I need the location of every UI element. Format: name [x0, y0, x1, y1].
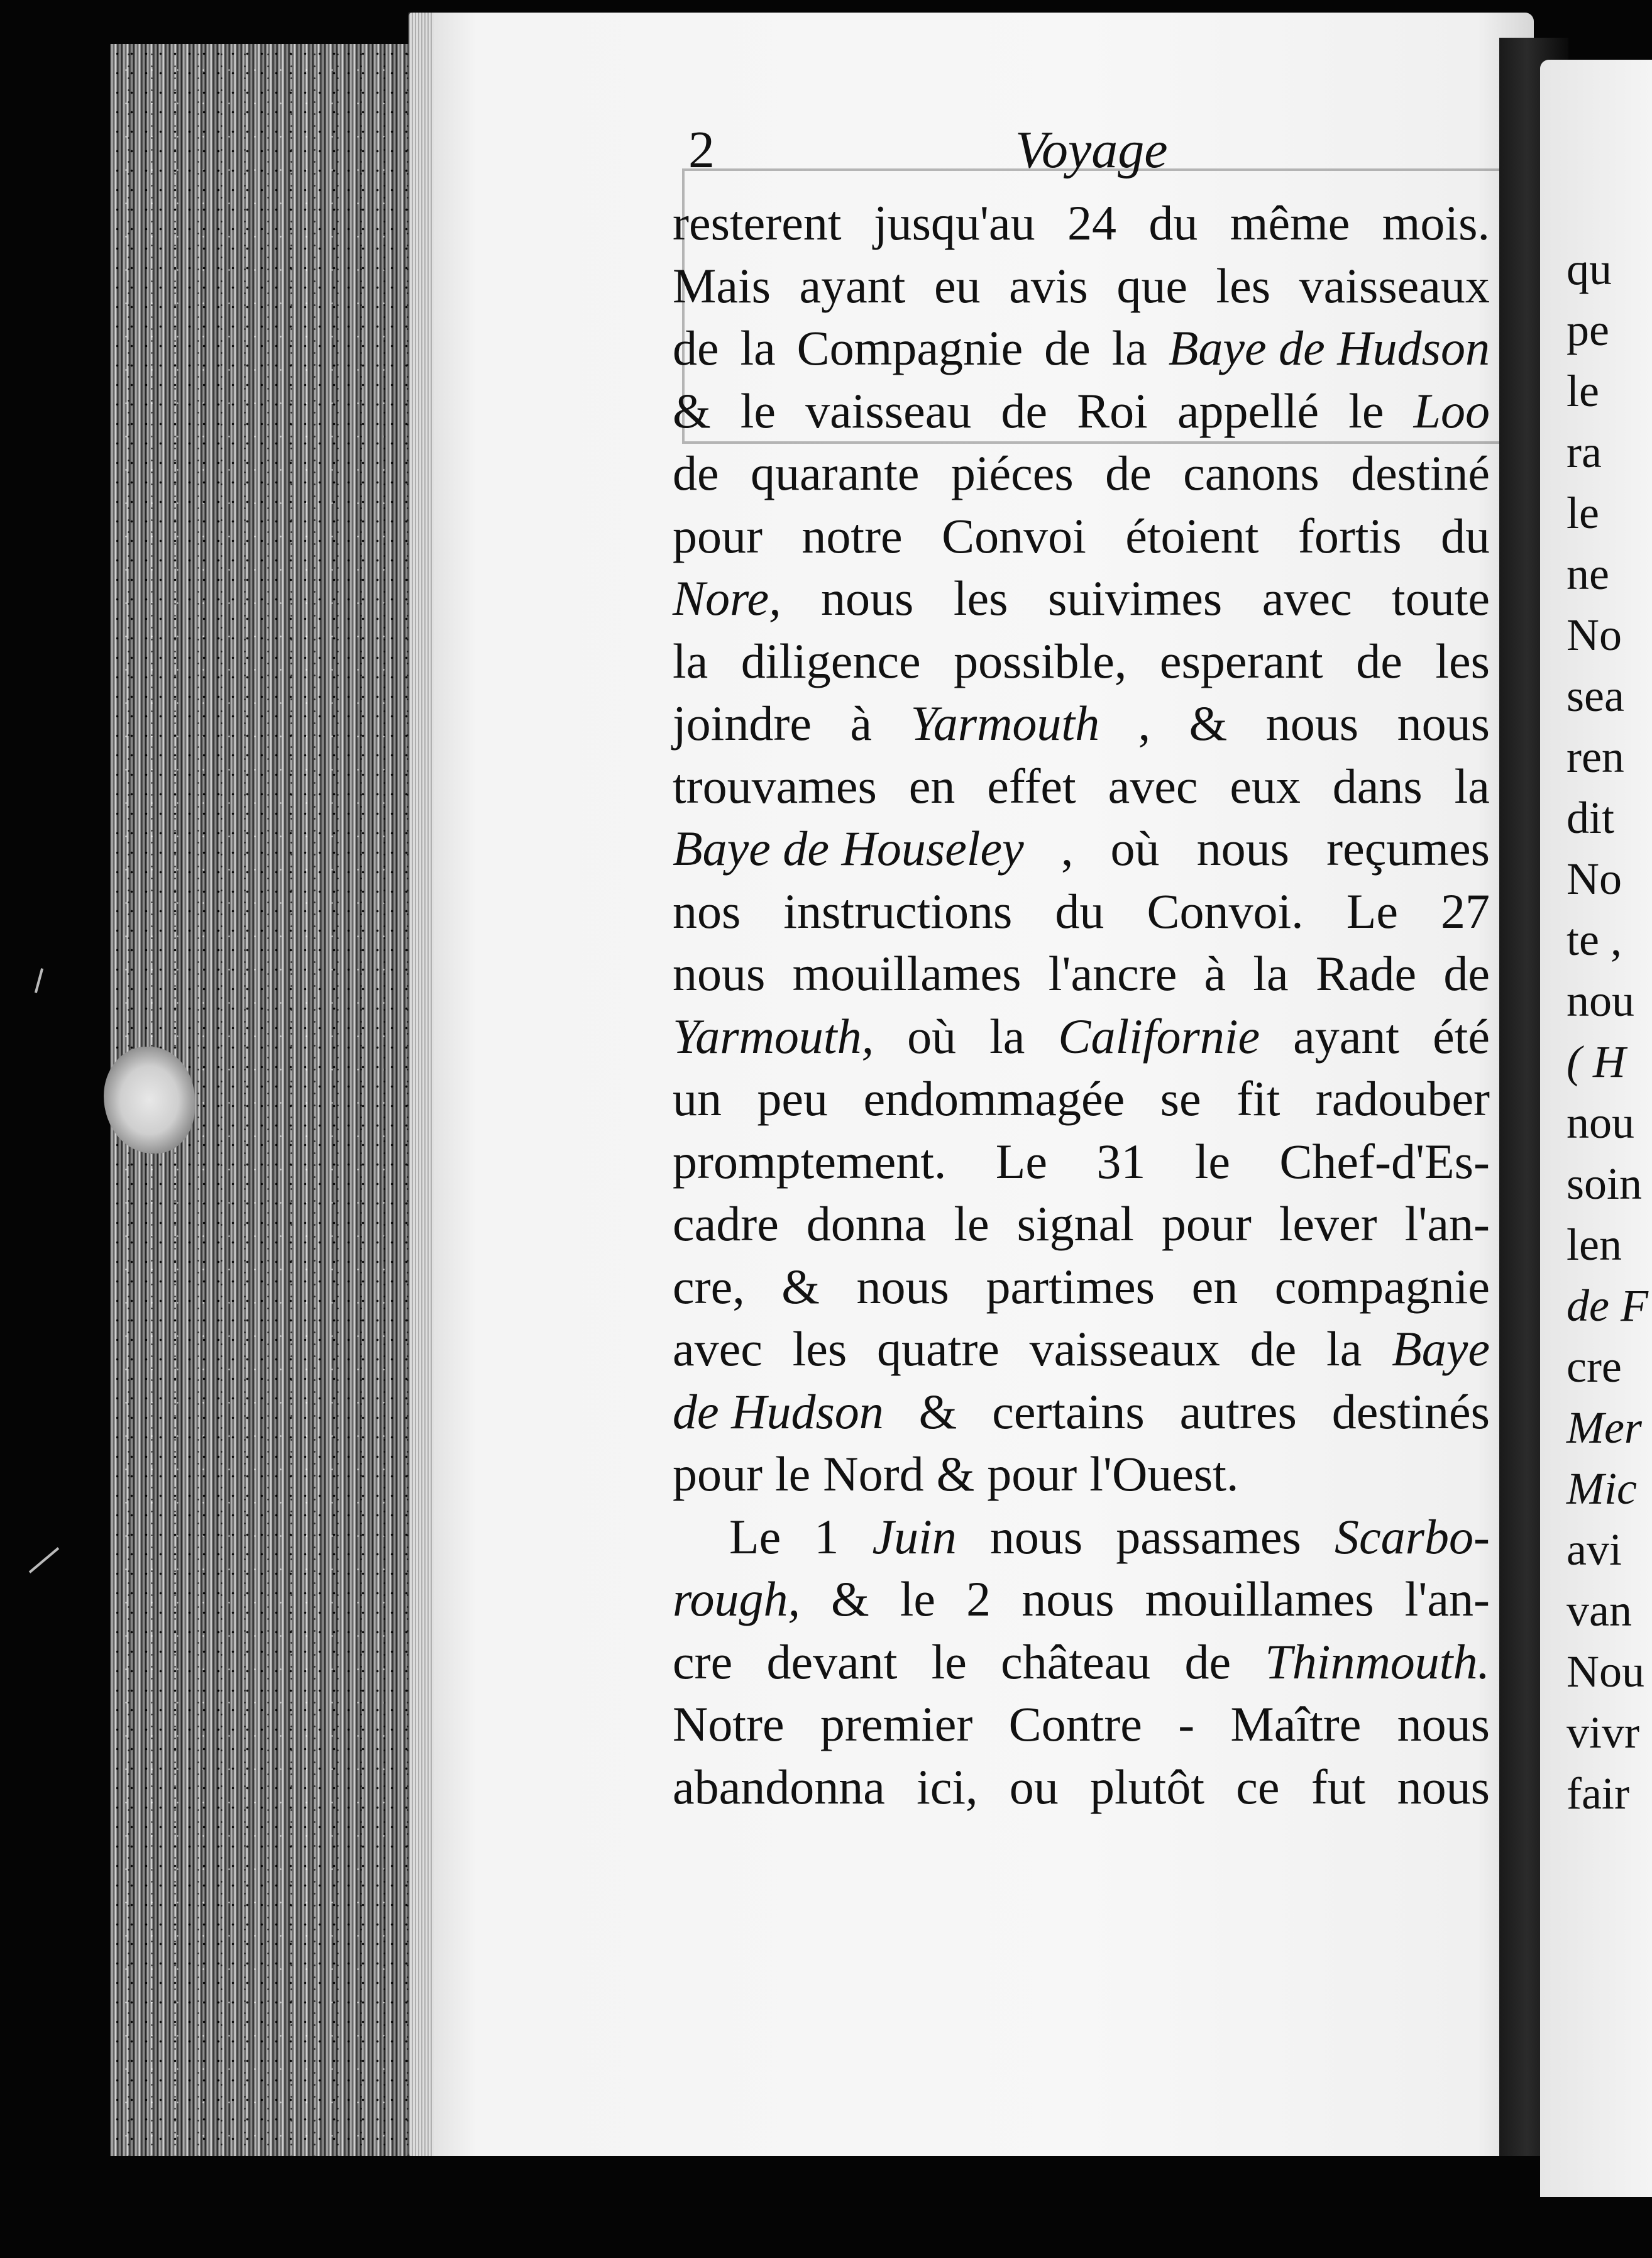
word: nous: [1021, 1572, 1115, 1626]
text-line: [673, 1506, 1490, 1568]
word: possible,: [954, 633, 1127, 688]
word: avec: [673, 1321, 763, 1376]
word: les: [1435, 633, 1490, 688]
word: nous: [1196, 821, 1289, 876]
word: de: [1443, 946, 1490, 1001]
word: instructions: [783, 883, 1013, 939]
right-page-fragment: van: [1567, 1585, 1632, 1636]
right-page-fragment: vivr: [1567, 1707, 1639, 1758]
word: se: [1160, 1071, 1201, 1126]
word: devant: [766, 1634, 898, 1689]
word: trouvames: [673, 758, 877, 813]
running-head: [682, 119, 1185, 189]
word: radouber: [1315, 1071, 1490, 1126]
word: du: [1148, 196, 1198, 250]
word: l'an-: [1404, 1572, 1490, 1626]
word: à: [850, 696, 873, 751]
word: ayant: [799, 258, 906, 313]
body-text: [673, 192, 1490, 1818]
word: avec: [1108, 758, 1198, 813]
text-line: [673, 630, 1490, 693]
text-line: [673, 317, 1490, 380]
right-page-fragment: Mer: [1567, 1402, 1642, 1453]
word: de: [1001, 383, 1048, 438]
running-title: Voyage: [1015, 121, 1168, 179]
right-page-fragment: No: [1567, 610, 1622, 660]
word: suivimes: [1047, 571, 1223, 625]
word: Le: [729, 1509, 781, 1564]
right-page-fragment: ra: [1567, 427, 1602, 477]
word: fit: [1236, 1071, 1280, 1126]
word: Nore,: [673, 571, 781, 625]
word: été: [1433, 1008, 1490, 1064]
word: compagnie: [1274, 1258, 1490, 1314]
text-line: [673, 1380, 1490, 1443]
right-page-fragment: ren: [1567, 732, 1624, 782]
word: que: [1116, 258, 1187, 313]
word: nous: [1397, 696, 1490, 751]
word: Compagnie: [796, 321, 1023, 375]
word: avec: [1262, 571, 1352, 625]
word: ayant: [1293, 1008, 1400, 1064]
word: nous: [673, 946, 766, 1001]
word: Baye de Houseley: [673, 821, 1024, 876]
word: Scarbo-: [1335, 1509, 1490, 1564]
word: les: [792, 1321, 847, 1376]
scratch-mark: [29, 1547, 60, 1573]
text-line: [673, 1255, 1490, 1318]
word: 2: [966, 1572, 991, 1626]
right-page-fragment: qu: [1567, 244, 1612, 294]
word: 1: [814, 1509, 839, 1564]
word: 31: [1096, 1133, 1146, 1189]
word: de: [1105, 446, 1152, 500]
right-page-fragment: nou: [1567, 976, 1634, 1026]
word: plutôt: [1090, 1759, 1205, 1814]
word: eux: [1230, 758, 1301, 813]
word: esperant: [1159, 633, 1323, 688]
word: quatre: [877, 1321, 999, 1376]
word: de: [1044, 321, 1091, 375]
word: certains: [992, 1384, 1145, 1439]
word: la: [740, 321, 776, 375]
word: Baye: [1392, 1321, 1490, 1376]
right-page-fragment: nou: [1567, 1098, 1634, 1148]
word: &: [781, 1258, 820, 1314]
word: Contre: [1008, 1697, 1142, 1751]
word: du: [1440, 508, 1490, 563]
word: passames: [1116, 1509, 1301, 1564]
word: cadre: [673, 1196, 779, 1251]
word: Roi: [1077, 383, 1148, 438]
word: destinés: [1331, 1384, 1490, 1439]
text-line: [673, 755, 1490, 818]
word: nous: [1397, 1759, 1490, 1814]
word: &: [918, 1384, 957, 1439]
text-line: [673, 1631, 1490, 1694]
right-page-fragment: Mic: [1567, 1463, 1637, 1514]
word: &: [1189, 696, 1228, 751]
text-line: [673, 255, 1490, 317]
right-page-fragment: pe: [1567, 305, 1609, 355]
word: mois.: [1382, 196, 1490, 250]
word: pour: [673, 1446, 763, 1501]
word: effet: [987, 758, 1076, 813]
word: ce: [1236, 1759, 1280, 1814]
text-line: [673, 880, 1490, 943]
right-page-text: [1567, 239, 1648, 1824]
word: vaisseaux: [1299, 258, 1490, 313]
word: abandonna: [673, 1759, 885, 1814]
word: les: [1216, 258, 1271, 313]
right-page-fragment: te ,: [1567, 915, 1622, 965]
text-line: [673, 380, 1490, 443]
word: diligence: [741, 633, 921, 688]
word: la: [1326, 1321, 1362, 1376]
word: quarante: [750, 446, 920, 500]
right-page-fragment: fair: [1567, 1768, 1629, 1819]
word: reçumes: [1326, 821, 1490, 876]
word: resterent: [673, 196, 842, 250]
word: &: [673, 383, 711, 438]
word: le: [774, 1446, 811, 1501]
word: Yarmouth: [910, 696, 1100, 751]
word: 24: [1067, 196, 1116, 250]
word: de Hudson: [673, 1384, 884, 1439]
text-line: [673, 1568, 1490, 1631]
word: pour: [1161, 1196, 1252, 1251]
word: Rade: [1315, 946, 1417, 1001]
right-page-fragment: le: [1567, 488, 1599, 538]
right-page-fragment: No: [1567, 854, 1622, 904]
text-line: [673, 442, 1490, 505]
word: toute: [1392, 571, 1490, 625]
word: piéces: [950, 446, 1074, 500]
word: nos: [673, 883, 741, 939]
word: Nord: [823, 1446, 924, 1501]
word: en: [908, 758, 955, 813]
right-page-fragment: sea: [1567, 671, 1624, 721]
word: nous: [1265, 696, 1359, 751]
right-page-fragment: Nou: [1567, 1646, 1644, 1697]
word: appellé: [1177, 383, 1319, 438]
word: dans: [1332, 758, 1423, 813]
word: vaisseau: [805, 383, 972, 438]
word: le: [1194, 1133, 1230, 1189]
word: Yarmouth,: [673, 1008, 874, 1064]
word: avis: [1009, 258, 1088, 313]
text-line: [673, 817, 1490, 880]
word: ici,: [917, 1759, 978, 1814]
right-page-fragment: ne: [1567, 549, 1609, 599]
word: la: [673, 633, 708, 688]
right-page-fragment: le: [1567, 366, 1599, 416]
text-line: [673, 1756, 1490, 1819]
word: cre: [673, 1634, 733, 1689]
word: le: [1348, 383, 1384, 438]
text-line: [673, 1443, 1490, 1506]
word: destiné: [1351, 446, 1490, 500]
word: pour: [673, 508, 763, 563]
word: fortis: [1297, 508, 1402, 563]
word: 27: [1440, 883, 1490, 939]
text-line: [673, 1067, 1490, 1130]
page-number: 2: [688, 121, 715, 179]
word: à: [1204, 946, 1226, 1001]
scratch-mark: [35, 968, 43, 993]
word: Loo: [1413, 383, 1490, 438]
word: lever: [1279, 1196, 1377, 1251]
word: ,: [1138, 696, 1151, 751]
word: la: [1253, 946, 1289, 1001]
text-line: [673, 192, 1490, 255]
right-page-fragment: cre: [1567, 1341, 1622, 1392]
word: joindre: [673, 696, 812, 751]
word: nous: [989, 1509, 1083, 1564]
word: un: [673, 1071, 722, 1126]
text-line: [673, 1005, 1490, 1068]
word: château: [1001, 1634, 1151, 1689]
word: de: [673, 321, 719, 375]
right-page-fragment: soin: [1567, 1159, 1643, 1209]
right-page-fragment: ( H: [1567, 1037, 1626, 1087]
word: pour: [987, 1446, 1077, 1501]
word: étoient: [1125, 508, 1259, 563]
word: nous: [856, 1258, 949, 1314]
text-line: [673, 1192, 1490, 1255]
word: l'ancre: [1048, 946, 1177, 1001]
text-line: [673, 1318, 1490, 1380]
word: Baye de Hudson: [1168, 321, 1490, 375]
word: Convoi: [942, 508, 1086, 563]
word: Thinmouth.: [1265, 1634, 1490, 1689]
word: l'Ouest.: [1089, 1446, 1239, 1501]
word: partimes: [986, 1258, 1155, 1314]
word: eu: [933, 258, 981, 313]
right-page-fragment: len: [1567, 1220, 1622, 1270]
word: le: [900, 1572, 936, 1626]
word: de: [1184, 1634, 1231, 1689]
word: Chef-d'Es-: [1279, 1133, 1490, 1189]
word: de: [1250, 1321, 1297, 1376]
word: rough,: [673, 1572, 800, 1626]
word: jusqu'au: [873, 196, 1035, 250]
word: même: [1230, 196, 1350, 250]
word: &: [831, 1572, 869, 1626]
word: le: [740, 383, 776, 438]
text-line: [673, 1130, 1490, 1193]
word: où: [907, 1008, 957, 1064]
word: fut: [1311, 1759, 1366, 1814]
word: mouillames: [1145, 1572, 1374, 1626]
text-line: [673, 567, 1490, 630]
text-line: [673, 505, 1490, 568]
right-page-fragment: dit: [1567, 793, 1615, 843]
word: mouillames: [792, 946, 1021, 1001]
right-page-fragment: de F: [1567, 1280, 1648, 1331]
text-line: [673, 692, 1490, 755]
right-page-fragment: avi: [1567, 1524, 1622, 1575]
word: l'an-: [1404, 1196, 1490, 1251]
word: Californie: [1058, 1008, 1260, 1064]
word: Juin: [872, 1509, 957, 1564]
word: promptement.: [673, 1133, 947, 1189]
word: de: [673, 446, 719, 500]
word: ,: [1060, 821, 1074, 876]
word: de: [1356, 633, 1402, 688]
word: la: [1454, 758, 1490, 813]
word: nous: [1397, 1697, 1490, 1751]
word: premier: [820, 1697, 973, 1751]
word: du: [1055, 883, 1104, 939]
text-line: [673, 1693, 1490, 1756]
word: signal: [1016, 1196, 1134, 1251]
word: Maître: [1230, 1697, 1362, 1751]
word: Convoi.: [1147, 883, 1304, 939]
word: autres: [1179, 1384, 1297, 1439]
word: où: [1110, 821, 1160, 876]
text-line: [673, 942, 1490, 1005]
word: Le: [995, 1133, 1048, 1189]
word: en: [1191, 1258, 1238, 1314]
word: cre,: [673, 1258, 745, 1314]
word: le: [954, 1196, 989, 1251]
word: nous: [821, 571, 914, 625]
word: le: [931, 1634, 967, 1689]
word: endommagée: [863, 1071, 1125, 1126]
word: Le: [1346, 883, 1398, 939]
word: vaisseaux: [1029, 1321, 1220, 1376]
word: notre: [801, 508, 903, 563]
word: la: [989, 1008, 1025, 1064]
word: -: [1178, 1697, 1195, 1751]
word: ou: [1009, 1759, 1059, 1814]
word: Notre: [673, 1697, 785, 1751]
word: les: [953, 571, 1008, 625]
word: la: [1111, 321, 1147, 375]
word: &: [936, 1446, 975, 1501]
word: Mais: [673, 258, 771, 313]
word: donna: [806, 1196, 927, 1251]
word: peu: [757, 1071, 829, 1126]
word: canons: [1183, 446, 1319, 500]
